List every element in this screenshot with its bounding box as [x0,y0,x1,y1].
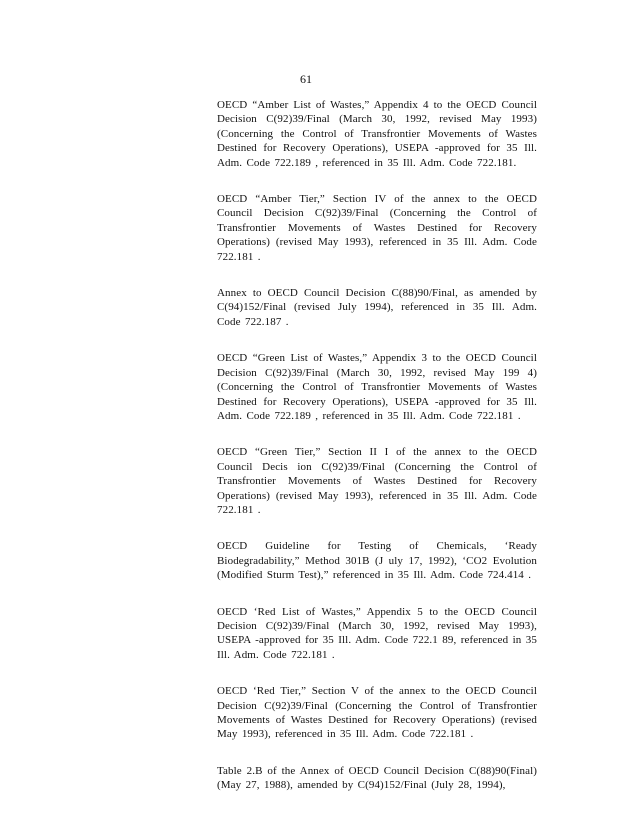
reference-entry: OECD Guideline for Testing of Chemicals, ‘Ready Biodegradability,” Method 301B (J uly 17, 1992), ‘CO2 Evolution (Modified Sturm Test),” referenced in 35 Ill. Adm. Code 724.414 . [217,540,537,582]
page-number: 61 [300,72,312,86]
reference-entry: OECD “Amber List of Wastes,” Appendix 4 to the OECD Council Decision C(92)39/Final (March 30, 1992, revised May 1993) (Concerning the Control of Transfrontier Movements of Wastes Destined for Recovery Operations), USEPA -approved for 35 Ill. Adm. Code 722.189 , referenced in 35 Ill. Adm. Code 722.181. [217,99,537,169]
reference-entry: OECD “Green Tier,” Section II I of the annex to the OECD Council Decis ion C(92)39/Final (Concerning the Control of Transfrontier Movements of Wastes Destined for Recovery Operations) (revised May 1993), referenced in 35 Ill. Adm. Code 722.181 . [217,446,537,516]
reference-entry: OECD “Amber Tier,” Section IV of the annex to the OECD Council Decision C(92)39/Final (Concerning the Control of Transfrontier Movements of Wastes Destined for Recovery Operations) (revised May 1993), referenced in 35 Ill. Adm. Code 722.181 . [217,193,537,263]
reference-entry: OECD ‘Red List of Wastes,” Appendix 5 to the OECD Council Decision C(92)39/Final (March 30, 1992, revised May 1993), USEPA -approved for 35 Ill. Adm. Code 722.1 89, referenced in 35 Ill. Adm. Code 722.181 . [217,605,537,661]
reference-entry: OECD “Green List of Wastes,” Appendix 3 to the OECD Council Decision C(92)39/Final (March 30, 1992, revised May 199 4) (Concerning the Control of Transfrontier Movements of Wastes Destined for Recovery Operations), USEPA -approved for 35 Ill. Adm. Code 722.189 , referenced in 35 Ill. Adm. Code 722.181 . [217,352,537,422]
reference-entry: Table 2.B of the Annex of OECD Council Decision C(88)90(Final) (May 27, 1988), amended by C(94)152/Final (July 28, 1994), [217,764,537,792]
reference-entry: OECD ‘Red Tier,” Section V of the annex to the OECD Council Decision C(92)39/Final (Concerning the Control of Transfrontier Movements of Wastes Destined for Recovery Operations) (revised May 1993), referenced in 35 Ill. Adm. Code 722.181 . [217,685,537,741]
reference-list [217,98,537,815]
reference-entry: Annex to OECD Council Decision C(88)90/Final, as amended by C(94)152/Final (revised July 1994), referenced in 35 Ill. Adm. Code 722.187 . [217,287,537,328]
